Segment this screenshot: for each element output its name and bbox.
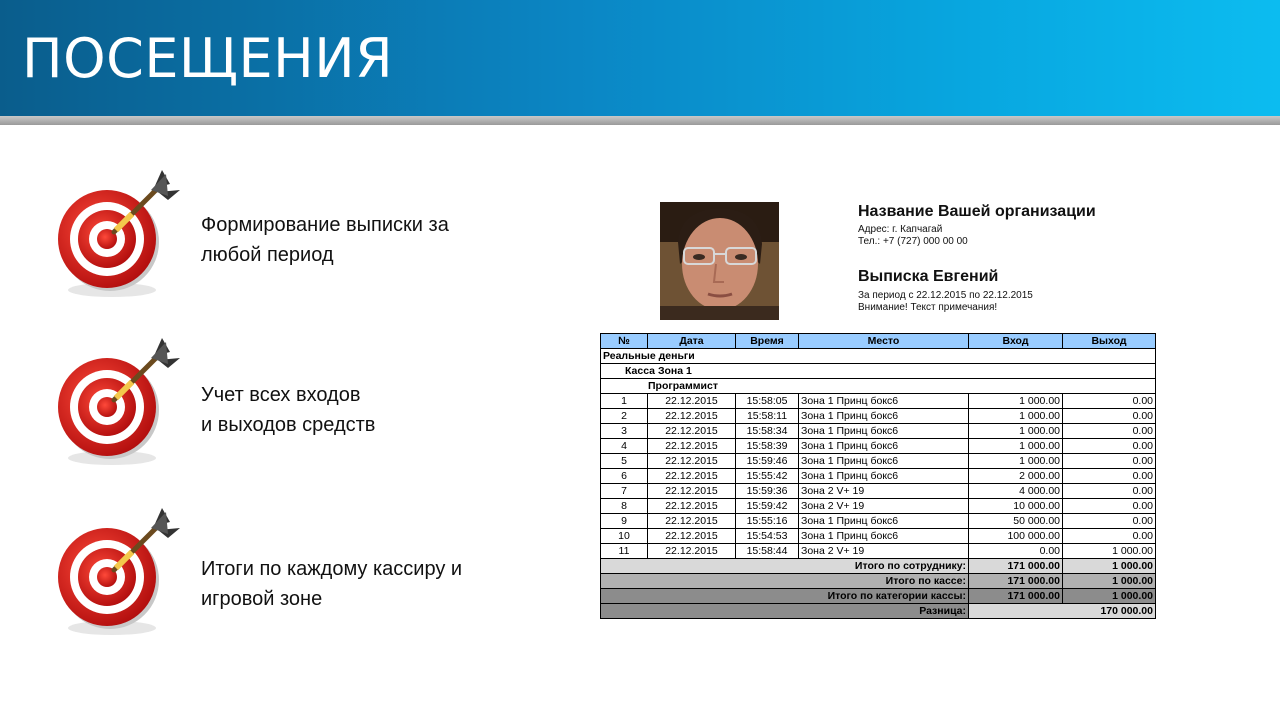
cell-time: 15:58:39 [736,439,799,454]
cell-out: 0.00 [1063,394,1156,409]
difference-value: 170 000.00 [969,604,1156,619]
cell-in: 2 000.00 [969,469,1063,484]
table-row [601,394,1156,409]
table-row [601,484,1156,499]
target-dart-icon [54,168,186,304]
feature-line: Итоги по каждому кассиру и [201,558,463,580]
group-label-money: Реальные деньги [601,349,1156,364]
table-row [601,529,1156,544]
group-row [601,349,1156,364]
cell-date: 22.12.2015 [648,484,736,499]
feature-text-statement [201,210,531,270]
cell-place: Зона 2 V+ 19 [799,484,969,499]
cell-number: 5 [601,454,648,469]
group-label-cashbox: Касса Зона 1 [601,364,1156,379]
feature-line: любой период [201,244,334,266]
group-row [601,364,1156,379]
totals-out: 1 000.00 [1063,574,1156,589]
totals-out: 1 000.00 [1063,589,1156,604]
totals-row [601,559,1156,574]
cell-out: 0.00 [1063,469,1156,484]
statement-note: Внимание! Текст примечания! [858,302,998,313]
group-label-employee: Программист [601,379,1156,394]
cell-time: 15:58:34 [736,424,799,439]
cell-out: 1 000.00 [1063,544,1156,559]
totals-row [601,589,1156,604]
totals-in: 171 000.00 [969,559,1063,574]
cell-place: Зона 1 Принц бокс6 [799,454,969,469]
cell-place: Зона 1 Принц бокс6 [799,409,969,424]
cell-number: 7 [601,484,648,499]
cell-out: 0.00 [1063,439,1156,454]
totals-label: Итого по кассе: [601,574,969,589]
cell-time: 15:59:42 [736,499,799,514]
totals-out: 1 000.00 [1063,559,1156,574]
cell-time: 15:55:16 [736,514,799,529]
table-header-row [601,334,1156,349]
column-header-date: Дата [648,334,736,349]
organization-phone: Тел.: +7 (727) 000 00 00 [858,236,968,247]
column-header-number: № [601,334,648,349]
group-row [601,379,1156,394]
cell-time: 15:58:44 [736,544,799,559]
cell-in: 1 000.00 [969,409,1063,424]
cell-time: 15:59:36 [736,484,799,499]
table-row [601,454,1156,469]
cell-out: 0.00 [1063,514,1156,529]
cell-in: 10 000.00 [969,499,1063,514]
cell-date: 22.12.2015 [648,409,736,424]
totals-label: Итого по сотруднику: [601,559,969,574]
table-row [601,439,1156,454]
statement-period: За период с 22.12.2015 по 22.12.2015 [858,290,1033,301]
feature-line: и выходов средств [201,414,376,436]
feature-line: Формирование выписки за [201,214,449,236]
cell-number: 3 [601,424,648,439]
cell-in: 1 000.00 [969,394,1063,409]
cell-in: 1 000.00 [969,454,1063,469]
column-header-out: Выход [1063,334,1156,349]
cell-place: Зона 1 Принц бокс6 [799,469,969,484]
cell-number: 10 [601,529,648,544]
column-header-time: Время [736,334,799,349]
cell-date: 22.12.2015 [648,544,736,559]
cell-out: 0.00 [1063,529,1156,544]
table-row [601,424,1156,439]
cell-in: 50 000.00 [969,514,1063,529]
cell-out: 0.00 [1063,424,1156,439]
organization-address: Адрес: г. Капчагай [858,224,943,235]
cell-place: Зона 1 Принц бокс6 [799,439,969,454]
cell-in: 1 000.00 [969,439,1063,454]
difference-row [601,604,1156,619]
totals-label: Итого по категории кассы: [601,589,969,604]
cell-number: 6 [601,469,648,484]
cell-number: 8 [601,499,648,514]
feature-line: Учет всех входов [201,384,361,406]
cell-number: 1 [601,394,648,409]
cell-date: 22.12.2015 [648,529,736,544]
column-header-in: Вход [969,334,1063,349]
cell-place: Зона 1 Принц бокс6 [799,394,969,409]
target-dart-icon [54,336,186,472]
employee-photo [660,202,779,320]
cell-place: Зона 1 Принц бокс6 [799,529,969,544]
cell-place: Зона 1 Принц бокс6 [799,514,969,529]
cell-date: 22.12.2015 [648,499,736,514]
cell-in: 100 000.00 [969,529,1063,544]
totals-row [601,574,1156,589]
cell-time: 15:55:42 [736,469,799,484]
cell-place: Зона 2 V+ 19 [799,499,969,514]
difference-label: Разница: [601,604,969,619]
title-bar [0,0,1280,116]
table-row [601,499,1156,514]
table-row [601,514,1156,529]
cell-out: 0.00 [1063,409,1156,424]
cell-time: 15:59:46 [736,454,799,469]
cell-date: 22.12.2015 [648,424,736,439]
cell-out: 0.00 [1063,484,1156,499]
cell-number: 11 [601,544,648,559]
statement-table [600,333,1156,619]
cell-date: 22.12.2015 [648,469,736,484]
feature-line: игровой зоне [201,588,323,610]
statement-title: Выписка Евгений [858,268,999,285]
column-header-place: Место [799,334,969,349]
table-row [601,469,1156,484]
cell-time: 15:54:53 [736,529,799,544]
cell-in: 0.00 [969,544,1063,559]
cell-number: 9 [601,514,648,529]
cell-place: Зона 2 V+ 19 [799,544,969,559]
feature-text-totals [201,554,531,614]
cell-in: 1 000.00 [969,424,1063,439]
cell-number: 2 [601,409,648,424]
page-title: ПОСЕЩЕНИЯ [22,27,394,90]
cell-out: 0.00 [1063,499,1156,514]
cell-time: 15:58:11 [736,409,799,424]
cell-date: 22.12.2015 [648,394,736,409]
feature-text-cashflow [201,380,531,440]
cell-date: 22.12.2015 [648,454,736,469]
target-dart-icon [54,506,186,642]
totals-in: 171 000.00 [969,589,1063,604]
cell-out: 0.00 [1063,454,1156,469]
cell-in: 4 000.00 [969,484,1063,499]
totals-in: 171 000.00 [969,574,1063,589]
header-divider [0,116,1280,125]
cell-date: 22.12.2015 [648,514,736,529]
cell-date: 22.12.2015 [648,439,736,454]
table-row [601,544,1156,559]
cell-place: Зона 1 Принц бокс6 [799,424,969,439]
cell-number: 4 [601,439,648,454]
cell-time: 15:58:05 [736,394,799,409]
table-row [601,409,1156,424]
organization-name: Название Вашей организации [858,203,1096,220]
